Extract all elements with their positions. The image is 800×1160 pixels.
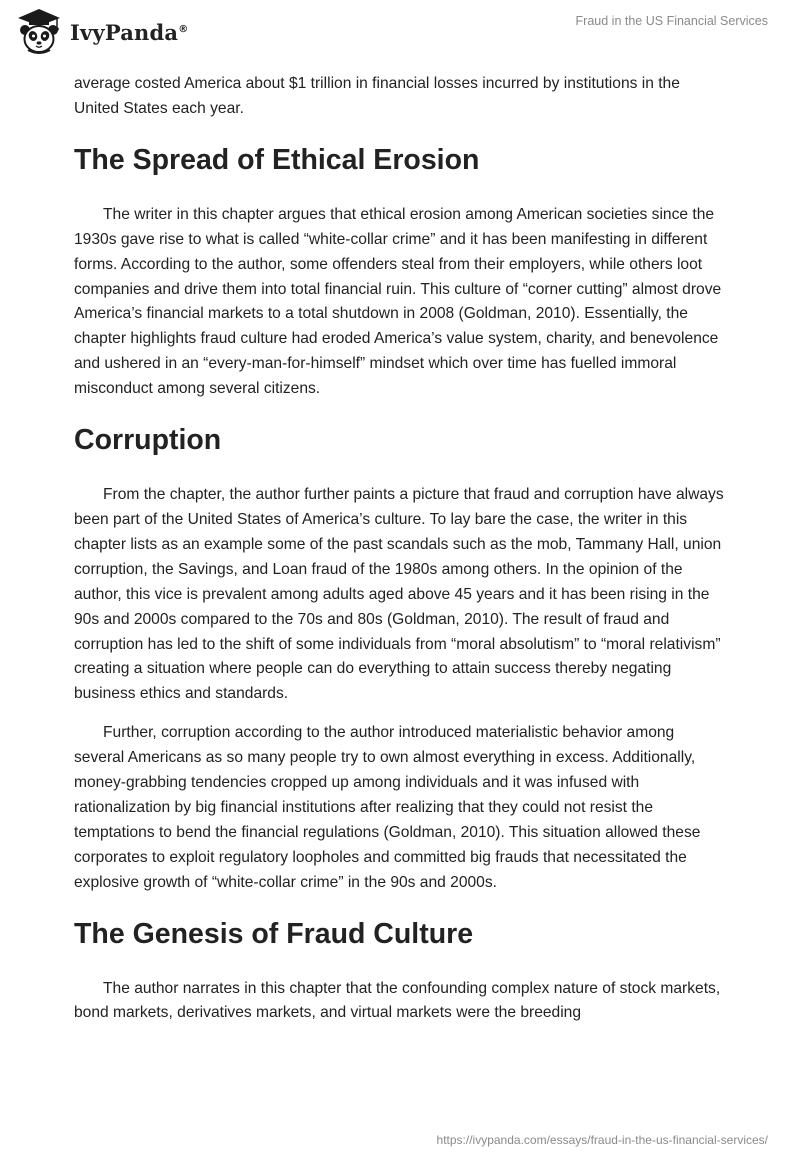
section-heading-genesis-fraud-culture: The Genesis of Fraud Culture [74, 917, 474, 950]
paragraph: The author narrates in this chapter that the confounding complex nature of stock markets, bond markets, derivatives markets, and virtual markets were the breeding [74, 979, 721, 1022]
paragraph-continuation: average costed America about $1 trillion in financial losses incurred by institutions in the United States each year. [74, 75, 680, 117]
document-title: Fraud in the US Financial Services [575, 14, 768, 28]
paragraph: The writer in this chapter argues that ethical erosion among American societies since the 1930s gave rise to what is called “white-collar crime” and it has been manifesting in different forms. According to the author, some offenders steal from their employers, while others loot companies and drive them into total financial ruin. This culture of “corner cutting” almost drove America’s financial markets to a total shutdown in 2008 (Goldman, 2010). Essentially, the chapter highlights fraud culture had eroded America’s value system, charity, and benevolence and ushered in an “every-man-for-himself” mindset which over time has fuelled immoral misconduct among several citizens. [74, 205, 722, 398]
panda-graduate-icon [14, 6, 64, 56]
source-url[interactable]: https://ivypanda.com/essays/fraud-in-the-us-financial-services/ [436, 1133, 768, 1147]
paragraph: Further, corruption according to the author introduced materialistic behavior among several Americans as so many people try to own almost everything in excess. Additionally, money-grabbing tendencies cropped up among individuals and it was infused with rationalization by big financial institutions after realizing that they could not resist the temptations to bend the financial regulations (Goldman, 2010). This situation allowed these corporates to exploit regulatory loopholes and committed big frauds that necessitated the explosive growth of “white-collar crime” in the 90s and 2000s. [74, 724, 701, 891]
brand-name: IvyPanda® [70, 19, 189, 45]
section-heading-ethical-erosion: The Spread of Ethical Erosion [74, 143, 480, 176]
brand-logo[interactable] [14, 6, 188, 56]
paragraph: From the chapter, the author further paints a picture that fraud and corruption have always been part of the United States of America’s culture. To lay bare the case, the writer in this chapter lists as an example some of the past scandals such as the mob, Tammany Hall, union corruption, the Savings, and Loan fraud of the 1980s among others. In the opinion of the author, this vice is prevalent among adults aged above 45 years and it has been rising in the 90s and 2000s compared to the 70s and 80s (Goldman, 2010). The result of fraud and corruption has led to the shift of some individuals from “moral absolutism” to “moral relativism” creating a situation where people can do everything to attain success thereby negating business ethics and standards. [74, 486, 724, 703]
section-heading-corruption: Corruption [74, 424, 222, 457]
essay-body [74, 72, 726, 1040]
page-header [0, 0, 800, 70]
